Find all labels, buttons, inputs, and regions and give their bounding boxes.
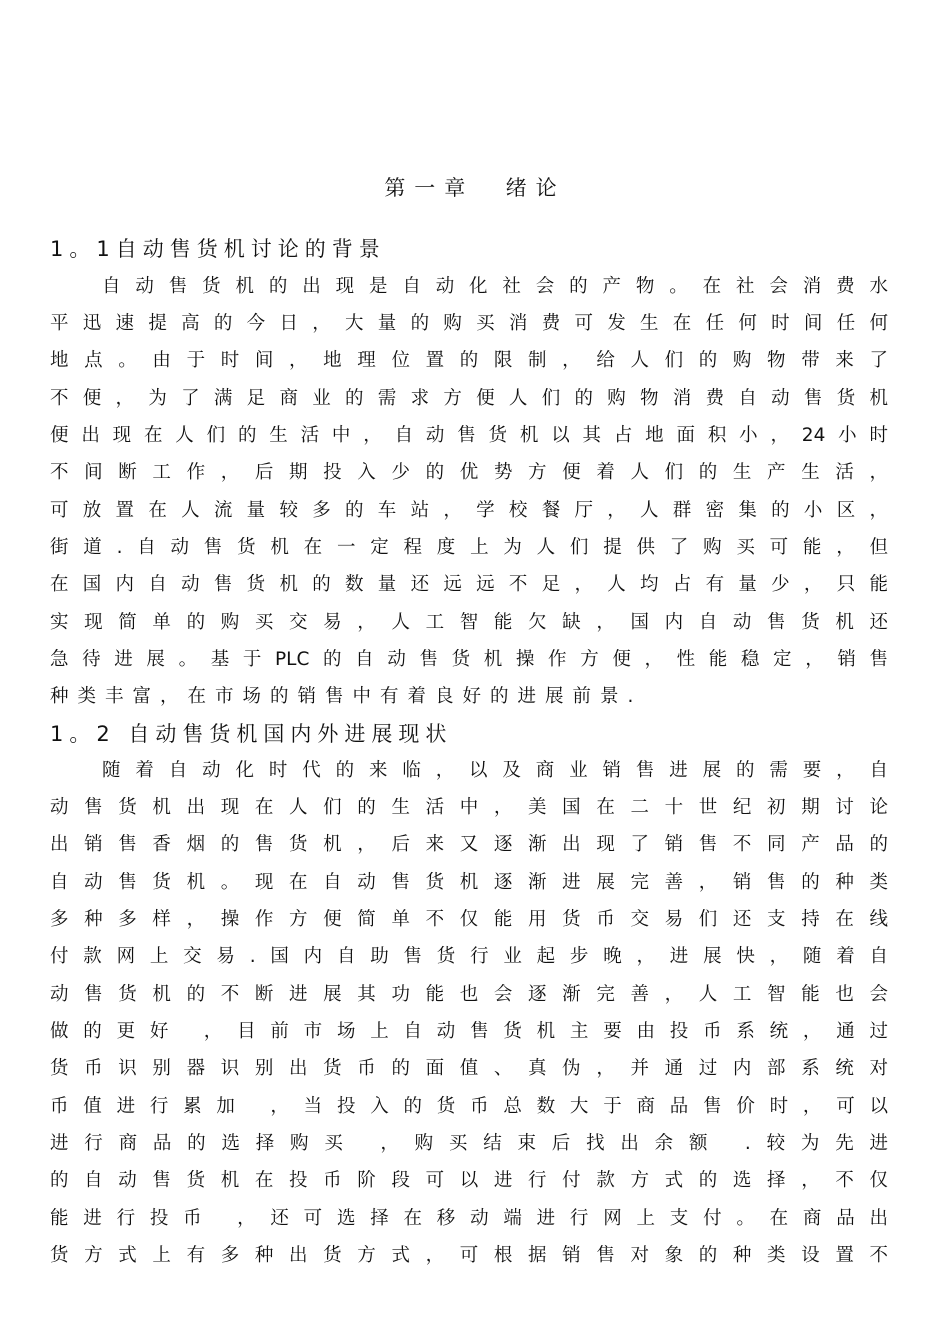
paragraph-line: 不间断工作，后期投入少的优势方便着人们的生产生活， (50, 462, 888, 483)
paragraph-line: 不便，为了满足商业的需求方便人们的购物消费自动售货机 (50, 388, 888, 409)
paragraph-line: 随着自动化时代的来临，以及商业销售进展的需要，自 (102, 760, 888, 781)
paragraph-line: 自动售货机。现在自动售货机逐渐进展完善，销售的种类 (50, 872, 888, 893)
paragraph-line: 货方式上有多种出货方式，可根据销售对象的种类设置不 (50, 1245, 888, 1266)
paragraph-line: 可放置在人流量较多的车站，学校餐厅，人群密集的小区， (50, 500, 888, 521)
paragraph-line: 急待进展。基于PLC的自动售货机操作方便，性能稳定，销售 (50, 649, 888, 670)
section-heading-1-1: 1。1自动售货机讨论的背景 (50, 237, 386, 261)
paragraph-line: 币值进行累加 ，当投入的货币总数大于商品售价时，可以 (50, 1096, 888, 1117)
paragraph-line: 便出现在人们的生活中，自动售货机以其占地面积小，24小时 (50, 425, 888, 446)
paragraph-line: 种类丰富，在市场的销售中有着良好的进展前景. (50, 686, 643, 707)
paragraph-line: 做的更好 ，目前市场上自动售货机主要由投币系统，通过 (50, 1021, 888, 1042)
paragraph-line: 出销售香烟的售货机，后来又逐渐出现了销售不同产品的 (50, 834, 888, 855)
paragraph-line: 平迅速提高的今日，大量的购买消费可发生在任何时间任何 (50, 313, 888, 334)
paragraph-line: 的自动售货机在投币阶段可以进行付款方式的选择，不仅 (50, 1170, 888, 1191)
paragraph-line: 在国内自动售货机的数量还远远不足，人均占有量少，只能 (50, 574, 888, 595)
paragraph-line: 货币识别器识别出货币的面值、真伪，并通过内部系统对 (50, 1058, 888, 1079)
paragraph-line: 进行商品的选择购买 ，购买结束后找出余额 .较为先进 (50, 1133, 888, 1154)
paragraph-line: 实现简单的购买交易，人工智能欠缺，国内自动售货机还 (50, 612, 888, 633)
paragraph-line: 自动售货机的出现是自动化社会的产物。在社会消费水 (102, 276, 888, 297)
paragraph-line: 付款网上交易.国内自助售货行业起步晚，进展快，随着自 (50, 946, 888, 967)
paragraph-line: 街道.自动售货机在一定程度上为人们提供了购买可能，但 (50, 537, 888, 558)
paragraph-line: 动售货机出现在人们的生活中，美国在二十世纪初期讨论 (50, 797, 888, 818)
paragraph-line: 能进行投币 ，还可选择在移动端进行网上支付。在商品出 (50, 1208, 888, 1229)
section-heading-1-2: 1。2 自动售货机国内外进展现状 (50, 722, 453, 746)
paragraph-line: 多种多样，操作方便简单不仅能用货币交易们还支持在线 (50, 909, 888, 930)
paragraph-line: 地点。由于时间，地理位置的限制，给人们的购物带来了 (50, 350, 888, 371)
chapter-title: 第一章 绪论 (384, 176, 566, 200)
paragraph-line: 动售货机的不断进展其功能也会逐渐完善，人工智能也会 (50, 984, 888, 1005)
